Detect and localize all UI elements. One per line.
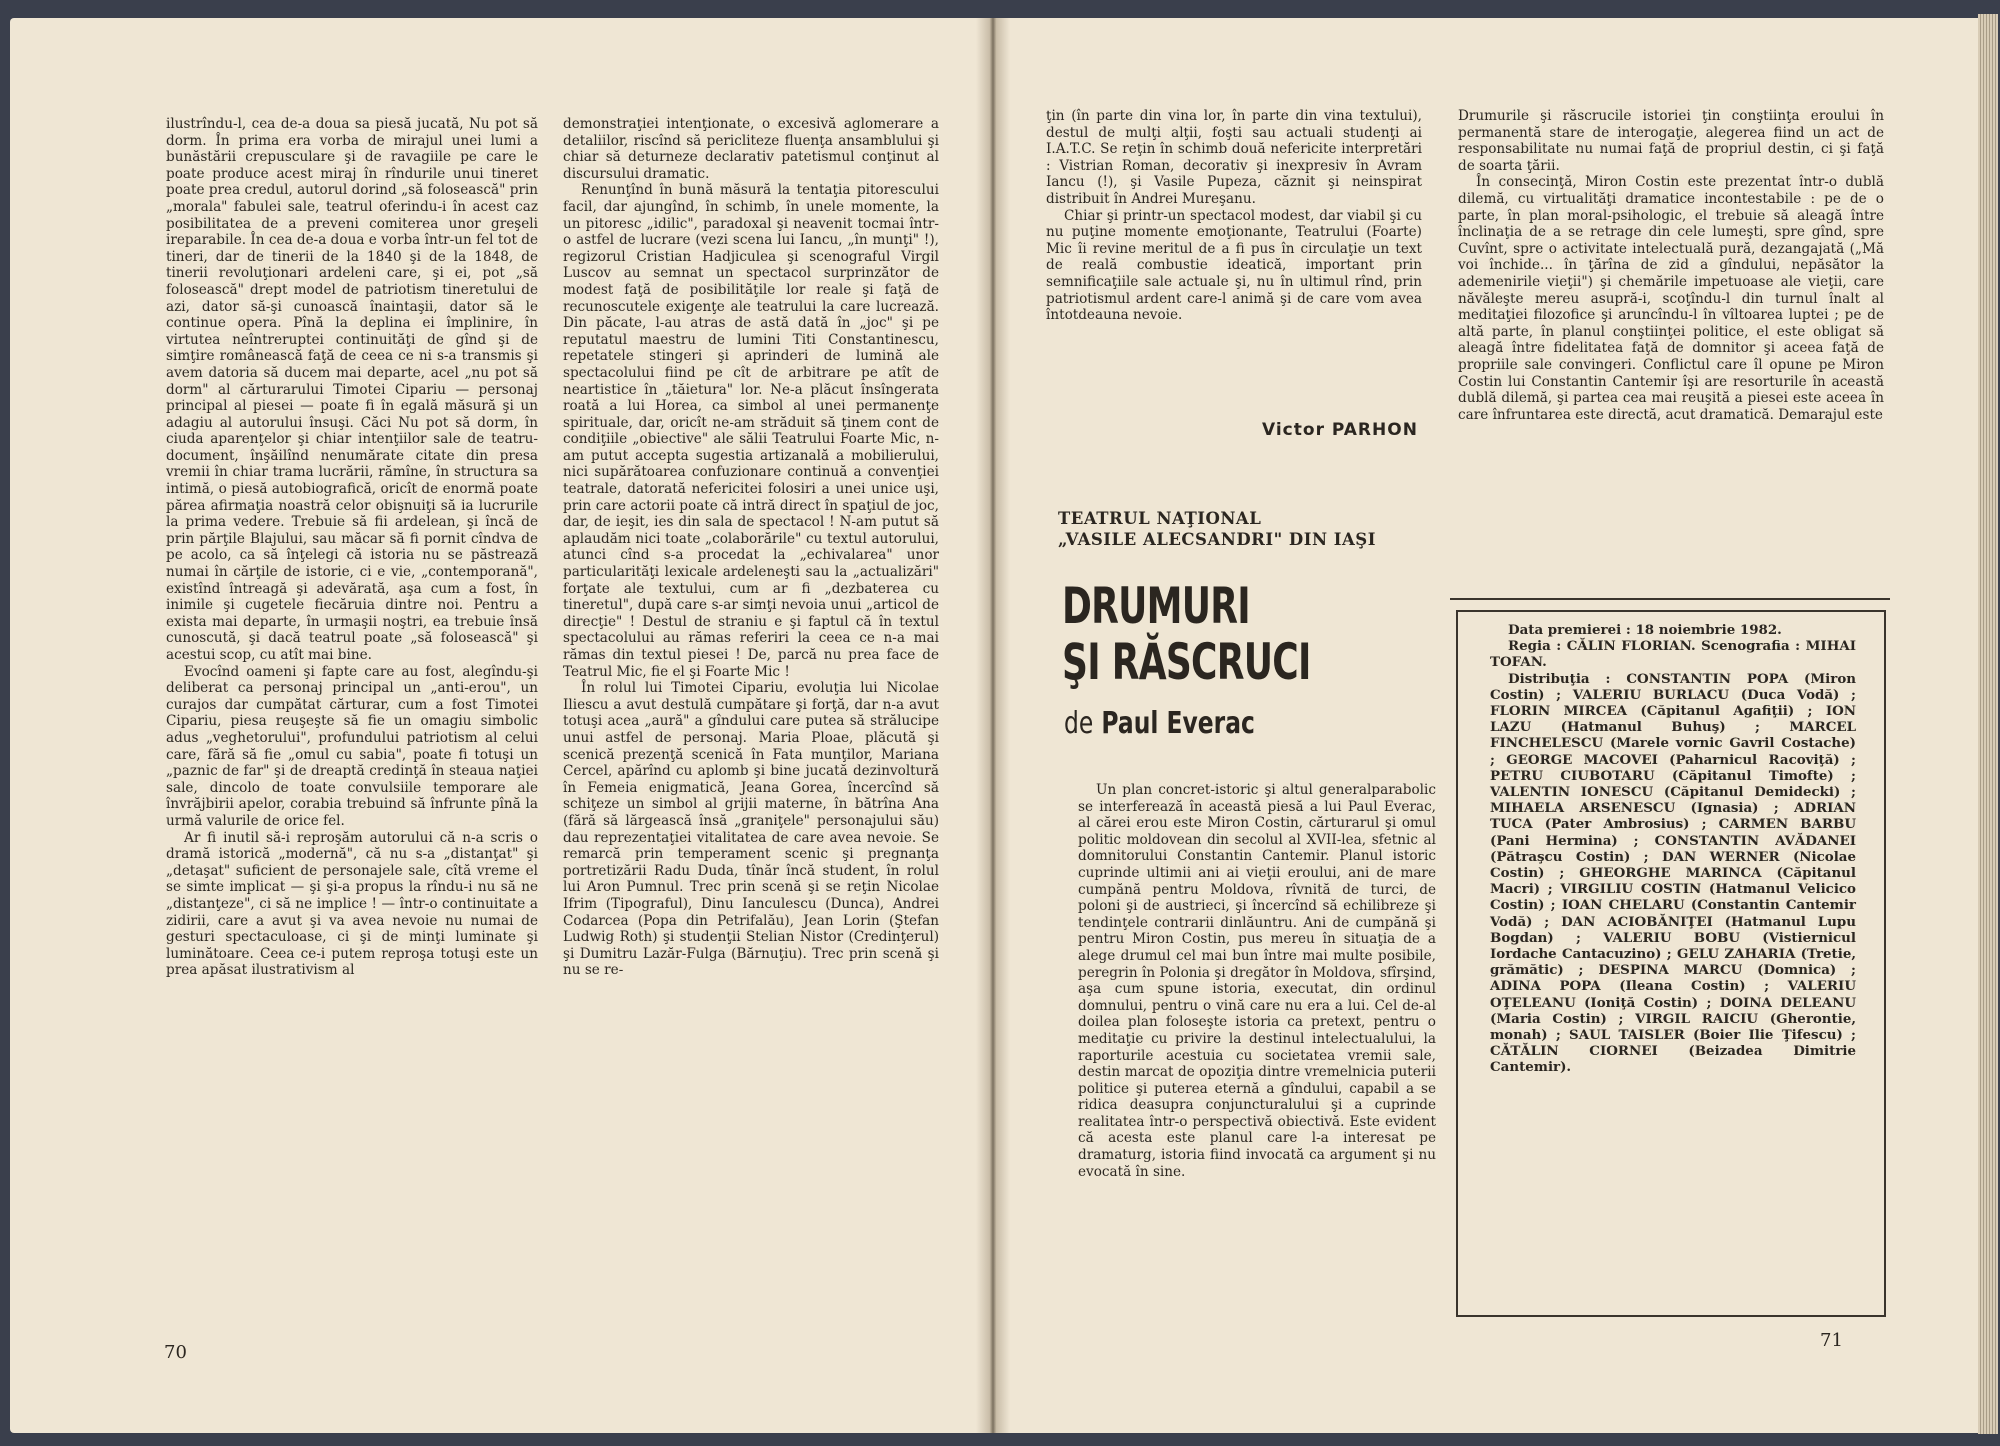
cast-list: Distribuţia : CONSTANTIN POPA (Miron Costin) ; VALERIU BURLACU (Duca Vodă) ; FLORIN MIRCEA (Căpitanul Agafiţii) ; ION LAZU (Hatmanul Buhuş) ; MARCEL FINCHELESCU (Marele vornic Gavril Costache) ; GEORGE MACOVEI (Paharnicul Racoviţă) ; PETRU CIUBOTARU (Căpitanul Timofte) ; VALENTIN IONESCU (Căpitanul Demideckі) ; MIHAELA ARSENESCU (Ignasia) ; ADRIAN TUCA (Pater Ambrosius) ; CARMEN BARBU (Pani Hermina) ; CONSTANTIN AVĂDANEI (Pătraşcu Costin) ; DAN WERNER (Nicolae Costin) ; GHEORGHE MARINCA (Căpitanul Macri) ; VIRGILIU COSTIN (Hatmanul Velicico Costin) ; IOAN CHELARU (Constantin Cantemir Vodă) ; DAN ACIOBĂNIŢEI (Hatmanul Lupu Bogdan) ; VALERIU BOBU (Vistiernicul Iordache Cantacuzino) ; GELU ZAHARIA (Tretie, grămătic) ; DESPINA MARCU (Domnica) ; ADINA POPA (Ileana Costin) ; VALERIU OŢELEANU (Ioniţă Costin) ; DOINA DELEANU (Maria Costin) ; VIRGIL RAICIU (Gherontie, monah) ; SAUL TAISLER (Boier Ilie Ţifescu) ; CĂTĂLIN CIORNEI (Beizadea Dimitrie Cantemir). — [1490, 670, 1856, 1076]
credits-list — [1490, 622, 1856, 1076]
paragraph: Evocînd oameni şi fapte care au fost, alegîndu-şi deliberat ca personaj principal un „anti-erou", un curajos dar cumpătat cărturar, cum a fost Timotei Cipariu, piesa reuşeşte să fie un omagiu simbolic adus „veghetorului", profundului patriotism al celui care, fără să fie „omul cu sabia", poate fi totuşi un „paznic de far" şi de dreaptă credinţă în steaua naţiei sale, dincolo de toate convulsiile temporare ale învrăjbirii apelor, corabia trebuind să înfrunte pînă la urmă valurile de orice fel. — [166, 663, 538, 829]
play-title — [1062, 578, 1311, 690]
paragraph: În consecinţă, Miron Costin este prezentat într-o dublă dilemă, cu virtualităţi dramatice incontestabile : pe de o parte, în plan moral-psihologic, el trebuie să aleagă între înclinaţia de a se retrage din cele lumeşti, spre gînd, spre Cuvînt, spre o activitate intelectuală pură, dezangajată („Mă voi închide... în ţărîna de zid a gîndului, nepăsător la ademenirile vieţii") şi chemările impetuoase ale vieţii, care năvăleşte mereu asupră-i, scoţîndu-l din turnul înalt al meditaţiei filozofice şi aruncîndu-l în vîltoarea luptei ; pe de altă parte, în planul conştiinţei politice, el este obligat să aleagă între fidelitatea faţă de domnitor şi aceea faţă de propriile sale convingeri. Conflictul care îl opune pe Miron Costin lui Constantin Cantemir îşi are resorturile în această dublă dilemă, şi partea cea mai reuşită a piesei este aceea în care înfruntarea este directă, acut dramatică. Demarajul este — [1458, 174, 1884, 423]
theatre-heading-line-1: TEATRUL NAŢIONAL — [1058, 509, 1262, 528]
direction-scenography: Regia : CĂLIN FLORIAN. Scenografia : MIHAI TOFAN. — [1490, 638, 1856, 671]
right-column-2-top — [1458, 108, 1884, 423]
play-title-line-1: DRUMURI — [1062, 577, 1250, 635]
play-title-line-2: ŞI RĂSCRUCI — [1062, 633, 1311, 691]
right-column-1-review — [1078, 782, 1436, 1180]
play-author — [1064, 706, 1255, 741]
left-column-2 — [563, 116, 939, 979]
section-divider — [1450, 598, 1890, 600]
review-signature: Victor PARHON — [1262, 420, 1418, 440]
paragraph: ţin (în parte din vina lor, în parte din vina textului), destul de mulţi alţii, foşti sau actuali studenţi ai I.A.T.C. Se reţin în schimb două nefericite interpretări : Vistrian Roman, decorativ şi inexpresiv în Avram Iancu (!), şi Vasile Pupeza, căznit şi neinspirat distribuit în Andrei Mureşanu. — [1046, 108, 1422, 207]
paragraph: Chiar şi printr-un spectacol modest, dar viabil şi cu nu puţine momente emoţionante, Teatrului (Foarte) Mic îi revine meritul de a fi pus în circulaţie un text de reală combustie ideatică, important prin semnificaţiile sale actuale şi, nu în ultimul rînd, prin patriotismul ardent care-l animă şi de care vom avea întotdeauna nevoie. — [1046, 207, 1422, 324]
right-column-1-top — [1046, 108, 1422, 324]
page-number-left: 70 — [164, 1342, 187, 1363]
premiere-date: Data premierei : 18 noiembrie 1982. — [1508, 622, 1782, 638]
paragraph: Drumurile şi răscrucile istoriei ţin conştiinţa eroului în permanentă stare de interogaţie, alegerea fiind un act de responsabilitate nu numai faţă de propriul destin, ci şi faţă de soarta ţării. — [1458, 108, 1884, 174]
theatre-heading — [1058, 508, 1376, 550]
paragraph: Un plan concret-istoric şi altul generalparabolic se interferează în această piesă a lui Paul Everac, al cărei erou este Miron Costin, cărturarul şi omul politic moldovean din secolul al XVII-lea, sfetnic al domnitorului Constantin Cantemir. Planul istoric cuprinde ultimii ani ai vieţii eroului, ani de mare cumpănă pentru Moldova, rîvnită de turci, de poloni şi de austrieci, şi încercînd să echilibreze şi tendinţele contrarii dinlăuntru. Ani de cumpănă şi pentru Miron Costin, pus mereu în situaţia de a alege drumul cel mai bun între mai multe posibile, peregrin în Polonia şi dregător în Moldova, sfîrşind, aşa cum spune istoria, executat, din ordinul domnului, pentru o vină care nu era a lui. Cel de-al doilea plan foloseşte istoria ca pretext, pentru o meditaţie cu privire la destinul intelectualului, la raporturile acestuia cu societatea vremii sale, destin marcat de opoziţia dintre vremelnicia puterii politice şi puterea eternă a gîndului, capabil a se ridica deasupra conjuncturalului şi a cuprinde realitatea într-o perspectivă obiectivă. Este evident că acesta este planul care l-a interesat pe dramaturg, istoria fiind invocată ca argument şi nu evocată în sine. — [1078, 782, 1436, 1180]
paragraph: Renunţînd în bună măsură la tentaţia pitorescului facil, dar ajungînd, în schimb, în unele momente, la un pitoresc „idilic", paradoxal şi neavenit tocmai într-o astfel de lucrare (vezi scena lui Iancu, „în munţi" !), regizorul Cristian Hadjiculea şi scenograful Virgil Luscov au semnat un spectacol surprinzător de modest faţă de posibilităţile lor reale şi faţă de recunoscutele exigenţe ale teatrului la care lucrează. Din păcate, l-au atras de astă dată în „joc" şi pe reputatul maestru de lumini Titi Constantinescu, repetatele stingeri şi aprinderi de lumină ale spectacolului fiind pe cît de arbitrare pe atît de neartistice în „tăietura" lor. Ne-a plăcut însîngerata roată a lui Horea, ca simbol al unei permanenţe spirituale, dar, oricît ne-am străduit să ţinem cont de condiţiile „obiective" ale sălii Teatrului Foarte Mic, n-am putut accepta sugestia artizanală a mobilierului, nici supărătoarea confuzionare continuă a convenţiei teatrale, datorată nefericitei folosiri a unei unice uşi, prin care actorii poate că intră direct în spaţiul de joc, dar, de ieşit, ies din sala de spectacol ! N-am putut să aplaudăm nici toate „colaborările" cu textul autorului, atunci cînd s-a procedat la „echivalarea" unor particularităţi lexicale ardeleneşti sau la „actualizări" forţate ale textului, cum ar fi „dezbaterea cu tineretul", după care s-ar simţi nevoia unui „articol de direcţie" ! Destul de straniu e şi faptul că în textul spectacolului au rămas referiri la ceea ce n-a mai rămas din textul piesei ! De, parcă nu prea face de Teatrul Mic, fie el şi Foarte Mic ! — [563, 182, 939, 680]
author-name: Paul Everac — [1101, 706, 1255, 741]
paragraph: ilustrîndu-l, cea de-a doua sa piesă jucată, Nu pot să dorm. În prima era vorba de mirajul unei lumi a bunăstării crepusculare şi de ravagiile pe care le poate produce acest miraj în rîndurile unui tineret poate prea credul, autorul dorind „să folosească" prin „morala" fabulei sale, teatrul oferindu-i în acest caz posibilitatea de a preveni comiterea unor greşeli ireparabile. În cea de-a doua e vorba într-un fel tot de tineri, dar de tinerii de la 1840 şi de la 1848, de tinerii revoluţionari ardeleni care, şi ei, pot „să folosească" drept model de patriotism tineretului de azi, dator să-şi cunoască înaintaşii, dator să le continue opera. Pînă la deplina ei împlinire, în virtutea neîntreruptei continuităţi de gînd şi de simţire românească faţă de ceea ce ni s-a transmis şi avem datoria să ducem mai departe, acel „nu pot să dorm" al cărturarului Timotei Cipariu — personaj principal al piesei — poate fi în egală măsură şi un adagiu al autorului însuşi. Căci Nu pot să dorm, în ciuda aparenţelor şi chiar intenţiilor sale de teatru-document, înşăilînd nenumărate citate din presa vremii în chiar trama lucrării, rămîne, în structura sa intimă, o piesă autobiografică, oricît de enormă poate părea afirmaţia noastră celor obişnuiţi să ia lucrurile la prima vedere. Trebuie să fii ardelean, şi încă de prin părţile Blajului, sau măcar să fi pornit cîndva de pe acolo, ca să înţelegi că istoria nu se păstrează numai în cărţile de istorie, ci e vie, „contemporană", existînd întreagă şi adevărată, aşa cum a fost, în inimile şi cugetele fiecăruia dintre noi. Pentru a exista mai departe, în urmaşii noştri, ea trebuie însă cunoscută, şi dacă teatrul poate „să folosească" şi acestui scop, cu atît mai bine. — [166, 116, 539, 663]
left-column-1 — [166, 116, 538, 979]
author-prefix: de — [1064, 706, 1094, 741]
page-number-right: 71 — [1820, 1330, 1843, 1351]
page-edges — [1978, 14, 1998, 1434]
book-gutter — [976, 18, 1010, 1433]
paragraph: demonstraţiei intenţionate, o excesivă aglomerare a detaliilor, riscînd să periclitezе fluenţa ansamblului şi chiar să deturneze declarativ patetismul conţinut al discursului dramatic. — [563, 116, 939, 182]
theatre-heading-line-2: „VASILE ALECSANDRI" DIN IAŞI — [1058, 530, 1376, 549]
paragraph: Ar fi inutil să-i reproşăm autorului că n-a scris o dramă istorică „modernă", că nu s-a „distanţat" şi „detaşat" suficient de personajele sale, cîtă vreme el se simte implicat — şi şi-a propus la rîndu-i nu să ne „distanţeze", ci să ne implice ! — într-o continuitate a zidirii, care a avut şi va avea nevoie nu numai de gesturi spectaculoase, ci şi de minţi luminate şi luminătoare. Ceea ce-i putem reproşa totuşi este un prea apăsat ilustrativism al — [166, 829, 538, 979]
paragraph: În rolul lui Timotei Cipariu, evoluţia lui Nicolae Iliescu a avut destulă cumpătare şi forţă, dar n-a avut totuşi acea „aură" a gîndului care putea să străluciре unui astfel de personaj. Maria Ploae, plăcută şi scenică prezenţă scenică în Fata munţilor, Mariana Cercel, apărînd cu aplomb şi bine jucată dezinvoltură în Femeia enigmatică, Jeana Gorea, încercînd să schiţeze un simbol al grijii materne, în bătrîna Ana (fără să lărgească însă „graniţele" personajului său) dau reprezentaţiei vitalitatea de care avea nevoie. Se remarcă prin temperament scenic şi pregnanţa portretizării Radu Duda, tînăr încă student, în rolul lui Aron Pumnul. Trec prin scenă şi se reţin Nicolae Ifrim (Tipograful), Dinu Ianculescu (Dunca), Andrei Codarcea (Popa din Petrifalău), Jean Lorin (Ştefan Ludwig Roth) şi studenţii Stelian Nistor (Credinţerul) şi Dumitru Lazăr-Fulga (Bărnuţiu). Trec prin scenă şi nu se re- — [563, 680, 939, 979]
